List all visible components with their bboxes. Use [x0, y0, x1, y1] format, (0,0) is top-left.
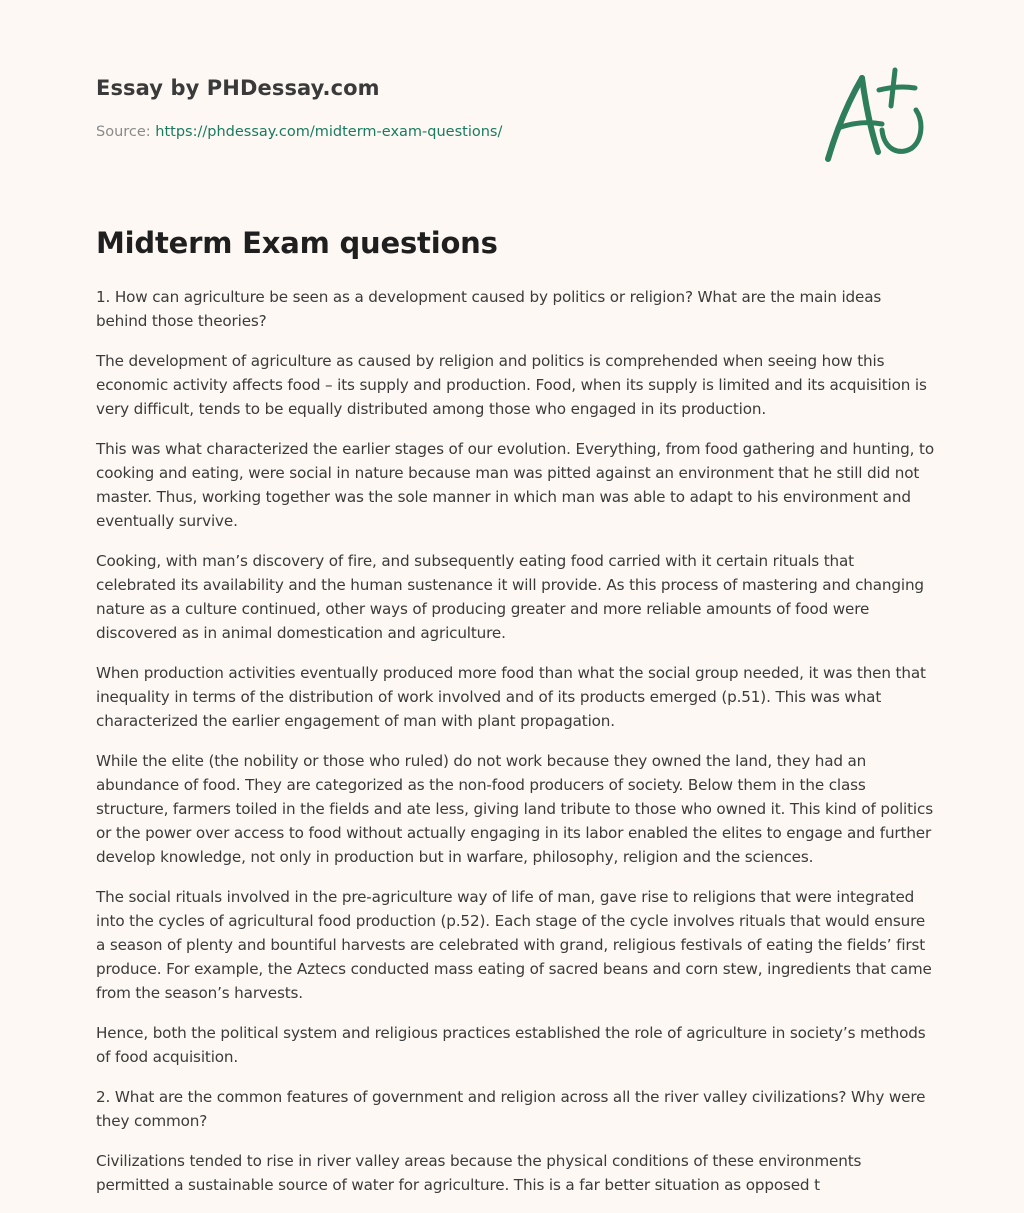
essay-paragraph: The development of agriculture as caused by religion and politics is comprehended when seeing how this economic activity affects food – its supply and production. Food, when its supply is limited and its acquisition is very difficult, tends to be equally distributed among those who engaged in its production. — [96, 352, 927, 418]
essay-paragraph: When production activities eventually produced more food than what the social group needed, it was then that inequality in terms of the distribution of work involved and of its products emerged (p.51). This was what characterized the earlier engagement of man with plant propagation. — [96, 664, 926, 730]
essay-paragraph: Civilizations tended to rise in river valley areas because the physical conditions of these environments permitted a sustainable source of water for agriculture. This is a far better situation as opposed t — [96, 1152, 862, 1194]
source-label: Source: — [96, 124, 156, 140]
a-plus-grade-icon — [818, 66, 930, 170]
essay-paragraph: The social rituals involved in the pre-agriculture way of life of man, gave rise to religions that were integrated into the cycles of agricultural food production (p.52). Each stage of the cycle involves rituals that would ensure a season of plenty and bountiful harvests are celebrated with grand, religious festivals of eating the fields’ first produce. For example, the Aztecs conducted mass eating of sacred beans and corn stew, ingredients that came from the season’s harvests. — [96, 888, 932, 1002]
essay-body — [96, 285, 936, 1213]
essay-paragraph: Cooking, with man’s discovery of fire, and subsequently eating food carried with it certain rituals that celebrated its availability and the human sustenance it will provide. As this process of mastering and changing nature as a culture continued, other ways of producing greater and more reliable amounts of food were discovered as in animal domestication and agriculture. — [96, 552, 924, 642]
essay-title: Midterm Exam questions — [96, 226, 498, 260]
essay-paragraph: Hence, both the political system and religious practices established the role of agriculture in society’s methods of food acquisition. — [96, 1024, 926, 1066]
source-link[interactable]: https://phdessay.com/midterm-exam-questions/ — [155, 124, 503, 140]
site-brand: Essay by PHDessay.com — [96, 76, 380, 100]
source-line — [96, 124, 502, 140]
essay-paragraph: This was what characterized the earlier stages of our evolution. Everything, from food gathering and hunting, to cooking and eating, were social in nature because man was pitted against an environment that he still did not master. Thus, working together was the sole manner in which man was able to adapt to his environment and eventually survive. — [96, 440, 934, 530]
essay-paragraph: 2. What are the common features of government and religion across all the river valley civilizations? Why were they common? — [96, 1088, 926, 1130]
essay-paragraph: 1. How can agriculture be seen as a development caused by politics or religion? What are the main ideas behind those theories? — [96, 288, 882, 330]
essay-paragraph: While the elite (the nobility or those who ruled) do not work because they owned the land, they had an abundance of food. They are categorized as the non-food producers of society. Below them in the class structure, farmers toiled in the fields and ate less, giving land tribute to those who owned it. This kind of politics or the power over access to food without actually engaging in its labor enabled the elites to engage and further develop knowledge, not only in production but in warfare, philosophy, religion and the sciences. — [96, 752, 933, 866]
